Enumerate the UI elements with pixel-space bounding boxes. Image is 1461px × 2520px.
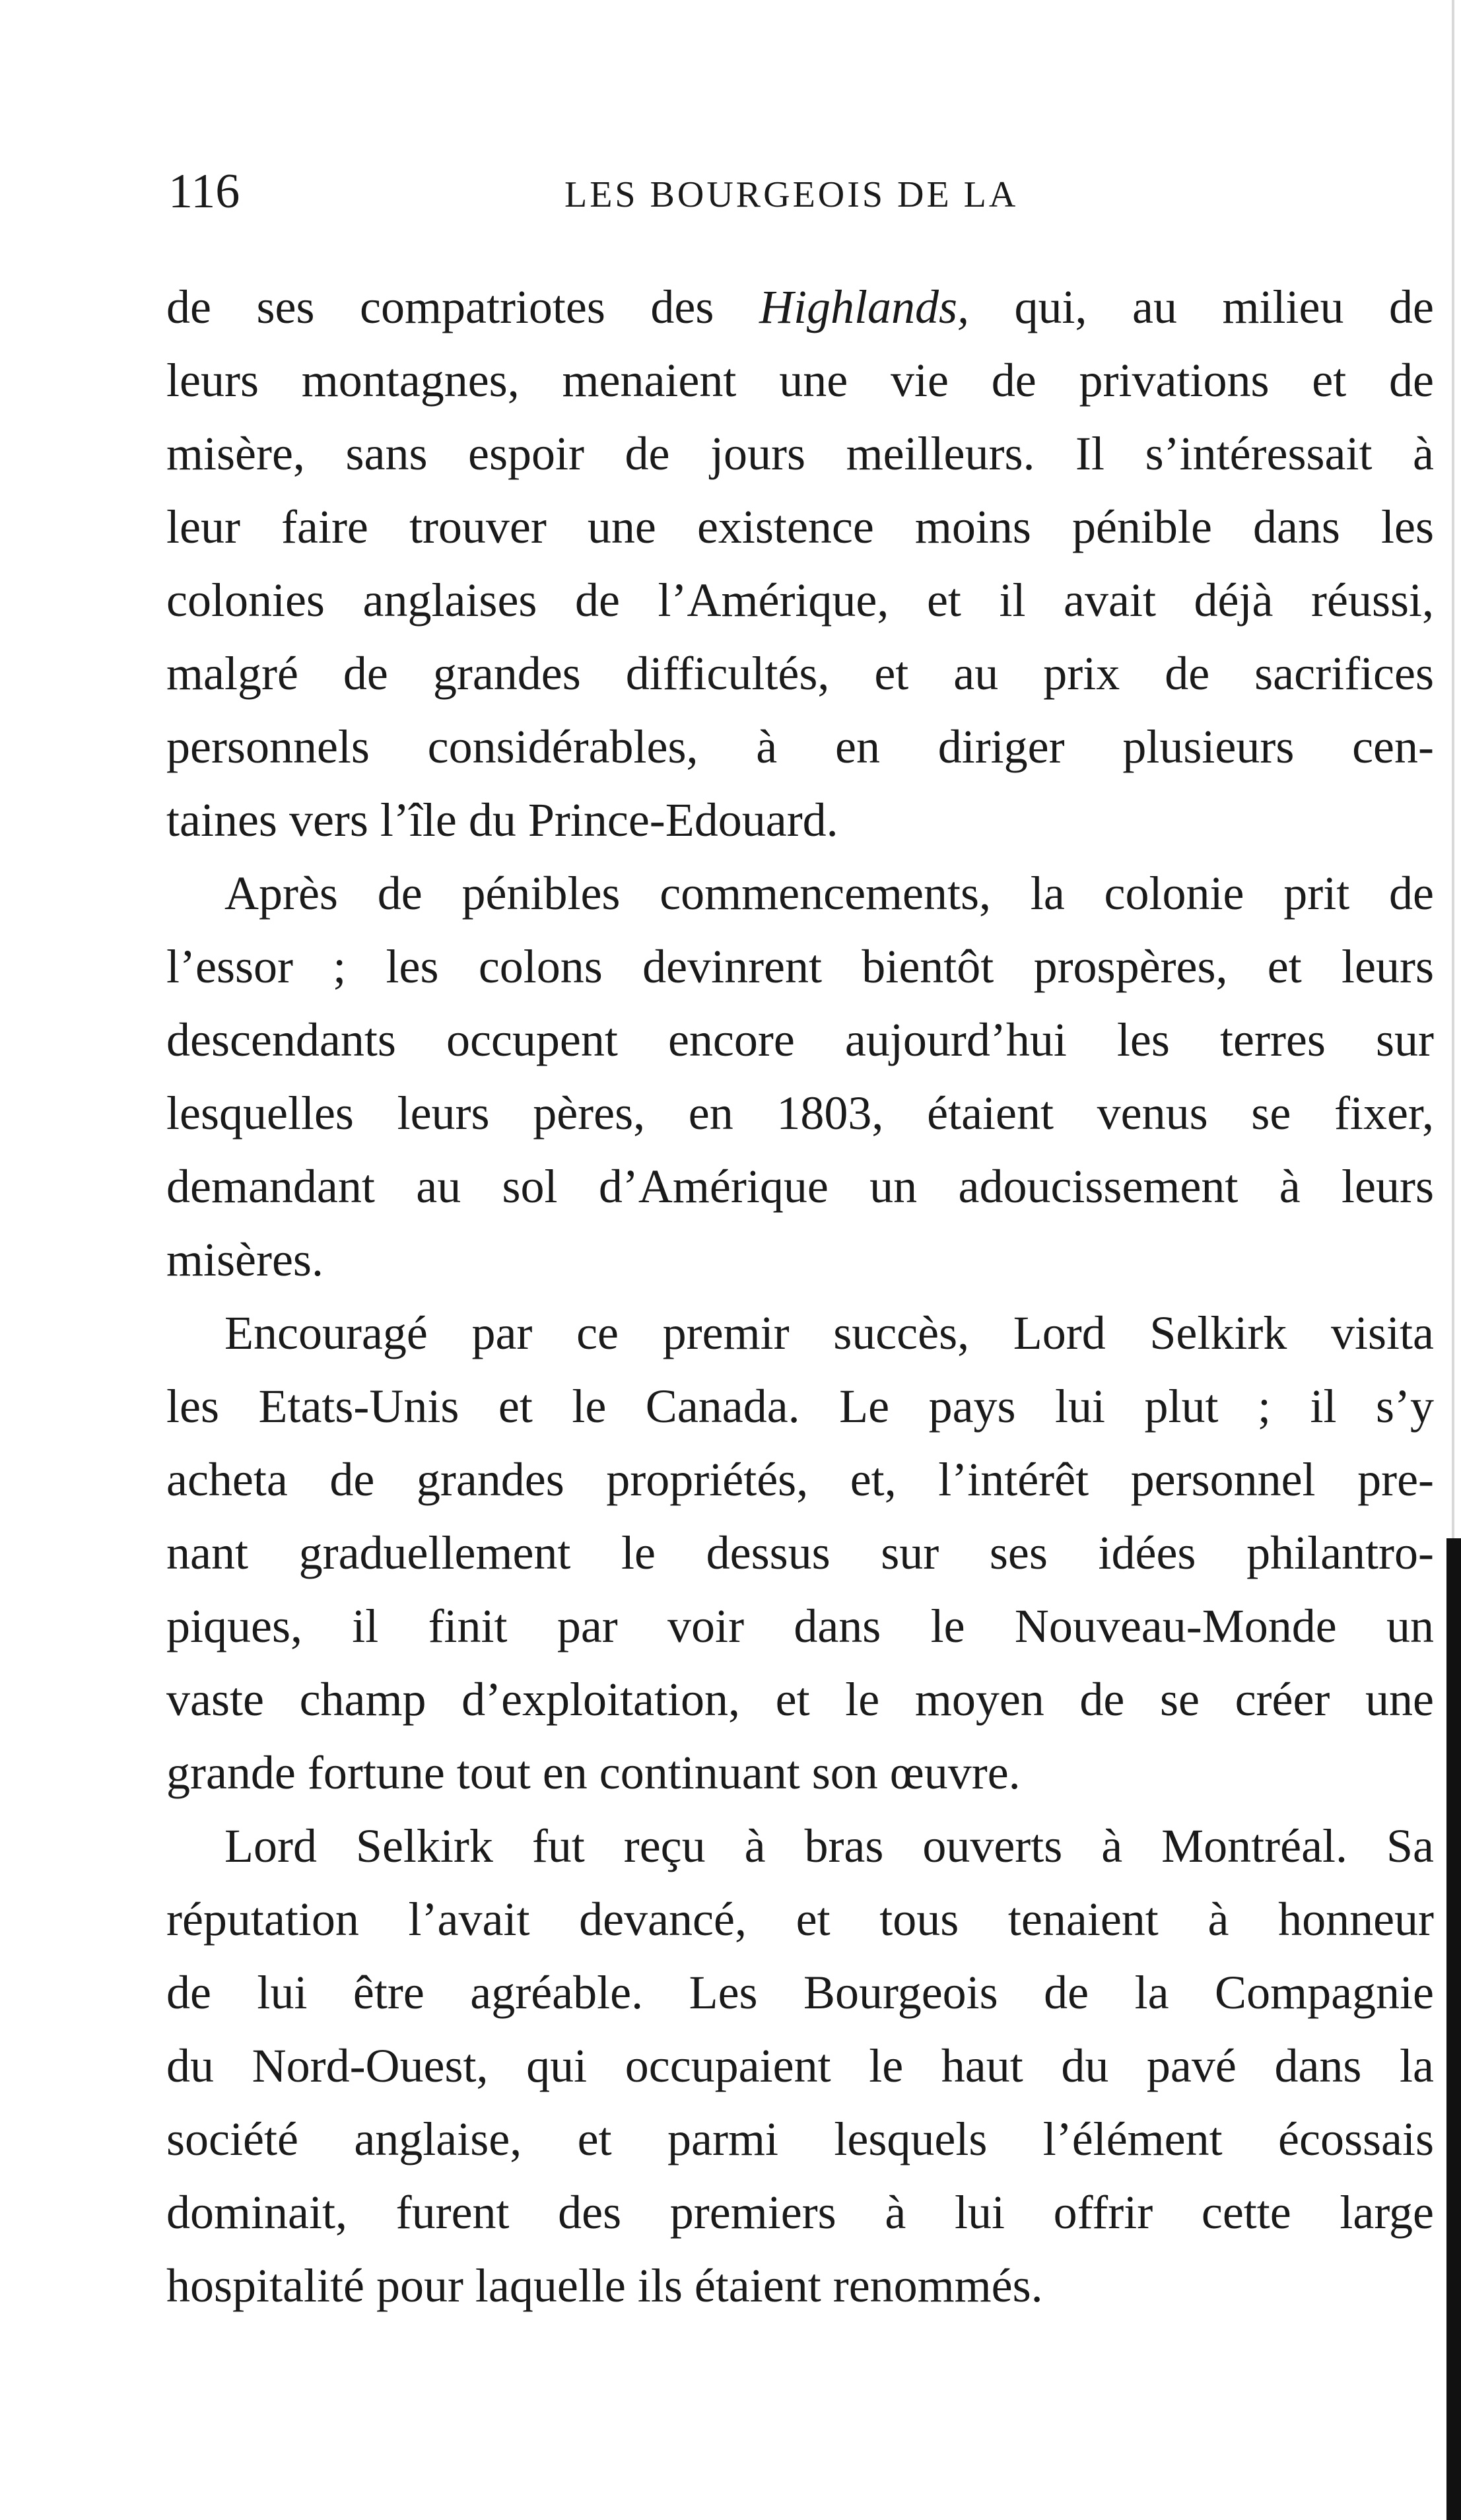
text-line: de ses compatriotes des Highlands, qui, au milieu de: [166, 281, 1435, 333]
text-line: piques, il finit par voir dans le Nouveau-Monde un: [166, 1600, 1434, 1652]
italic-term: Highlands,: [759, 281, 969, 333]
text-line: réputation l’avait devancé, et tous tenaient à honneur: [166, 1893, 1434, 1946]
text-line: Après de pénibles commencements, la colonie prit de: [224, 867, 1434, 920]
text-line: malgré de grandes difficultés, et au prix de sacrifices: [166, 647, 1434, 700]
text-line: lesquelles leurs pères, en 1803, étaient venus se fixer,: [166, 1087, 1434, 1140]
paragraph-1: [166, 271, 1434, 857]
text-line: Lord Selkirk fut reçu à bras ouverts à Montréal. Sa: [224, 1820, 1434, 1872]
text-line: Encouragé par ce premir succès, Lord Selkirk visita: [224, 1307, 1434, 1359]
text-line: personnels considérables, à en diriger plusieurs cen-: [166, 720, 1434, 773]
text-line: les Etats-Unis et le Canada. Le pays lui plut ; il s’y: [166, 1380, 1434, 1433]
text-line: leurs montagnes, menaient une vie de privations et de: [166, 354, 1434, 407]
body-text: [166, 271, 1434, 2323]
text-line: de lui être agréable. Les Bourgeois de la Compagnie: [166, 1966, 1434, 2019]
paragraph-3: [166, 1297, 1434, 1810]
text-line: dominait, furent des premiers à lui offrir cette large: [166, 2186, 1434, 2239]
text-line: taines vers l’île du Prince-Edouard.: [166, 794, 838, 846]
text-line: leur faire trouver une existence moins pénible dans les: [166, 500, 1434, 553]
running-title: LES BOURGEOIS DE LA: [564, 174, 1019, 215]
paragraph-2: [166, 857, 1434, 1297]
text-line: hospitalité pour laquelle ils étaient renommés.: [166, 2259, 1043, 2312]
page-number: 116: [168, 164, 240, 219]
page-header: [168, 162, 1423, 221]
text-line: misères.: [166, 1233, 323, 1286]
text-line: acheta de grandes propriétés, et, l’intérêt personnel pre-: [166, 1453, 1434, 1506]
text-line: société anglaise, et parmi lesquels l’élément écossais: [166, 2113, 1434, 2165]
text-line: descendants occupent encore aujourd’hui les terres sur: [166, 1013, 1434, 1066]
text-line: grande fortune tout en continuant son œuvre.: [166, 1746, 1021, 1799]
paragraph-4: [166, 1810, 1434, 2323]
page-edge-bar: [1446, 1538, 1461, 2520]
text-line: du Nord-Ouest, qui occupaient le haut du pavé dans la: [166, 2039, 1434, 2092]
text-line: colonies anglaises de l’Amérique, et il avait déjà réussi,: [166, 574, 1434, 627]
text-line: vaste champ d’exploitation, et le moyen de se créer une: [166, 1673, 1434, 1726]
text-line: demandant au sol d’Amérique un adoucissement à leurs: [166, 1160, 1434, 1213]
text-line: misère, sans espoir de jours meilleurs. Il s’intéressait à: [166, 427, 1434, 480]
text-line: l’essor ; les colons devinrent bientôt prospères, et leurs: [166, 940, 1434, 993]
text-line: nant graduellement le dessus sur ses idées philantro-: [166, 1526, 1434, 1579]
